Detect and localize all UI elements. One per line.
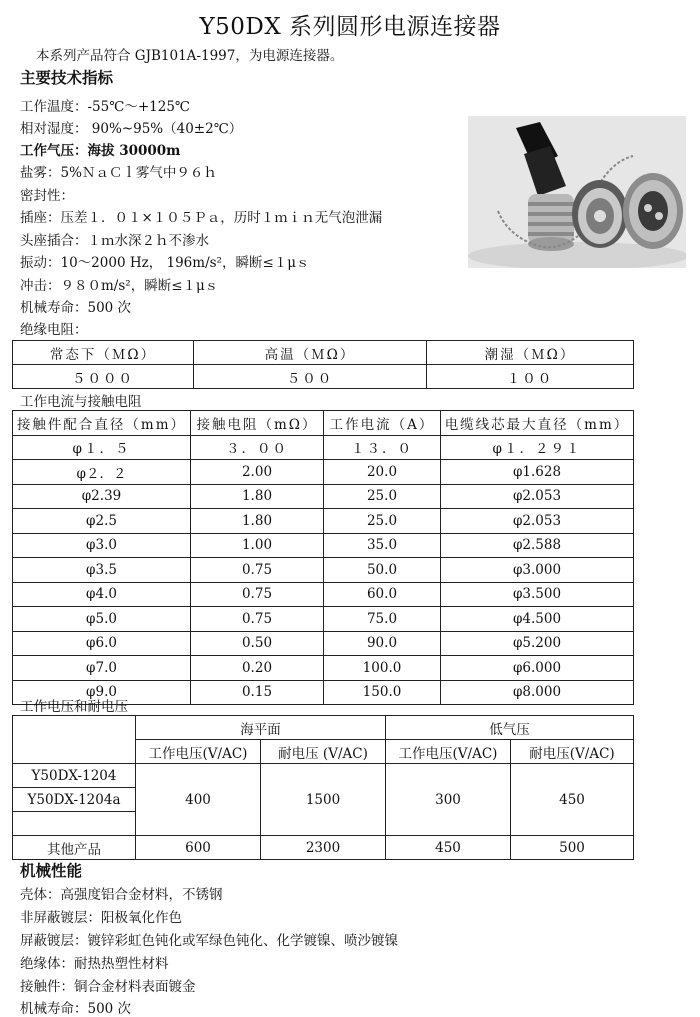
table-cell: 100.0 [324, 656, 441, 681]
table-cell: １００ [427, 365, 634, 389]
table-cell: φ5.200 [441, 631, 634, 656]
table-cell: 35.0 [324, 533, 441, 558]
table-row [13, 836, 634, 860]
spec-life: 机械寿命：500 次 [20, 300, 132, 316]
spec-salt-fog: 盐雾：5%ＮａＣｌ雾气中９６ｈ [20, 165, 217, 181]
table-cell: φ3.000 [441, 558, 634, 583]
table-cell: 60.0 [324, 582, 441, 607]
contact-table [12, 410, 634, 705]
table-cell: 1.00 [191, 533, 324, 558]
table-row [13, 582, 634, 607]
table-row [13, 435, 634, 460]
contact-caption: 工作电流与接触电阻 [20, 394, 142, 410]
table-row [13, 509, 634, 534]
table-cell: 25.0 [324, 484, 441, 509]
mech-life: 机械寿命：500 次 [20, 1001, 132, 1017]
mechanical-heading: 机械性能 [20, 862, 83, 880]
spec-pressure: 工作气压：海拔 30000m [20, 143, 181, 159]
table-cell: 1500 [261, 764, 386, 836]
table-row [13, 460, 634, 485]
table-cell: 500 [511, 836, 634, 860]
mech-contact: 接触件：铜合金材料表面镀金 [20, 979, 196, 995]
table-cell [13, 812, 136, 836]
table-cell: 600 [136, 836, 261, 860]
table-cell: ３．００ [191, 435, 324, 460]
table-cell: 450 [511, 764, 634, 836]
intro-text: 本系列产品符合 GJB101A-1997，为电源连接器。 [36, 48, 344, 64]
table-row [13, 484, 634, 509]
spec-shock: 冲击：９８０m/s²，瞬断≤１μｓ [20, 278, 219, 294]
table-cell: ５００ [194, 365, 427, 389]
table-header-cell [13, 716, 136, 764]
connector-photo [468, 116, 686, 268]
table-cell: φ２．２ [13, 460, 191, 485]
table-cell: 90.0 [324, 631, 441, 656]
table-header-cell: 潮湿（ＭΩ） [427, 341, 634, 365]
table-cell: Y50DX-1204a [13, 788, 136, 812]
table-cell: φ2.588 [441, 533, 634, 558]
table-cell: φ2.053 [441, 509, 634, 534]
table-cell: 0.15 [191, 680, 324, 705]
table-cell: 150.0 [324, 680, 441, 705]
table-header-cell: 电缆线芯最大直径（mm） [441, 411, 634, 436]
table-header-cell: 耐电压(V/AC) [511, 740, 634, 764]
voltage-caption: 工作电压和耐电压 [20, 699, 128, 715]
voltage-table [12, 715, 634, 860]
table-row [13, 558, 634, 583]
spec-vibration: 振动：10～2000 Hz， 196m/s²，瞬断≤１μｓ [20, 255, 310, 271]
table-header-cell: 常态下（ＭΩ） [13, 341, 194, 365]
table-cell: 2300 [261, 836, 386, 860]
table-cell: φ6.000 [441, 656, 634, 681]
table-cell: Y50DX-1204 [13, 764, 136, 788]
mech-shielded-plating: 屏蔽镀层：镀锌彩虹色钝化或军绿色钝化、化学镀镍、喷沙镀镍 [20, 933, 398, 949]
table-cell: φ9.0 [13, 680, 191, 705]
table-cell: φ１．２９１ [441, 435, 634, 460]
table-header-cell: 接触电阻（mΩ） [191, 411, 324, 436]
table-cell: 0.75 [191, 607, 324, 632]
table-cell: 1.80 [191, 509, 324, 534]
table-row [13, 631, 634, 656]
table-row [13, 365, 634, 389]
insulation-label: 绝缘电阻： [20, 322, 88, 338]
mech-unshielded-plating: 非屏蔽镀层：阳极氧化作色 [20, 910, 182, 926]
table-cell: φ7.0 [13, 656, 191, 681]
table-cell: 1.80 [191, 484, 324, 509]
table-cell: 300 [386, 764, 511, 836]
mech-insulator: 绝缘体：耐热热塑性材料 [20, 956, 169, 972]
table-cell: １３．０ [324, 435, 441, 460]
table-cell: 0.50 [191, 631, 324, 656]
table-cell: φ4.500 [441, 607, 634, 632]
spec-humidity: 相对湿度： 90%~95%（40±2℃） [20, 121, 243, 137]
table-cell: φ5.0 [13, 607, 191, 632]
contact-table-body [13, 435, 634, 705]
table-cell: 50.0 [324, 558, 441, 583]
table-cell: φ4.0 [13, 582, 191, 607]
table-cell: φ3.0 [13, 533, 191, 558]
table-cell: 2.00 [191, 460, 324, 485]
table-header-cell: 工作电流（A） [324, 411, 441, 436]
table-header-cell: 海平面 [136, 716, 386, 740]
spec-temperature: 工作温度：-55℃～+125℃ [20, 99, 191, 115]
table-cell: 450 [386, 836, 511, 860]
table-header-cell: 低气压 [386, 716, 634, 740]
table-header-cell: 工作电压(V/AC) [136, 740, 261, 764]
insulation-table [12, 340, 634, 389]
table-cell: φ2.053 [441, 484, 634, 509]
table-cell: 0.20 [191, 656, 324, 681]
table-cell: 0.75 [191, 582, 324, 607]
table-cell: φ2.39 [13, 484, 191, 509]
table-cell: 25.0 [324, 509, 441, 534]
table-header-cell: 工作电压(V/AC) [386, 740, 511, 764]
flange-connector [623, 173, 683, 249]
table-cell: φ3.500 [441, 582, 634, 607]
table-cell: φ6.0 [13, 631, 191, 656]
page-title: Y50DX 系列圆形电源连接器 [199, 14, 501, 40]
table-cell: 400 [136, 764, 261, 836]
table-header-cell: 耐电压 (V/AC) [261, 740, 386, 764]
specs-heading: 主要技术指标 [20, 69, 114, 87]
table-row [13, 411, 634, 436]
table-row [13, 656, 634, 681]
spec-header: 头座插合：１ｍ水深２ｈ不渗水 [20, 233, 209, 249]
table-header-cell: 高温（ＭΩ） [194, 341, 427, 365]
table-cell: φ１．５ [13, 435, 191, 460]
mech-shell: 壳体：高强度铝合金材料，不锈钢 [20, 887, 223, 903]
spec-socket: 插座：压差１．０１×１０５Ｐａ，历时１ｍｉｎ无气泡泄漏 [20, 210, 383, 226]
table-cell: φ8.000 [441, 680, 634, 705]
table-cell: 20.0 [324, 460, 441, 485]
table-cell: 其他产品 [13, 836, 136, 860]
table-cell: φ1.628 [441, 460, 634, 485]
receptacle-connector [572, 180, 628, 248]
table-cell: φ3.5 [13, 558, 191, 583]
table-cell: 75.0 [324, 607, 441, 632]
table-cell: φ2.5 [13, 509, 191, 534]
table-row [13, 341, 634, 365]
table-header-cell: 接触件配合直径（mm） [13, 411, 191, 436]
table-row [13, 764, 634, 788]
table-cell: ５０００ [13, 365, 194, 389]
table-cell: 0.75 [191, 558, 324, 583]
connector-illustration [468, 116, 686, 268]
table-row [13, 533, 634, 558]
table-row [13, 607, 634, 632]
table-row [13, 716, 634, 740]
spec-sealing: 密封性： [20, 188, 74, 204]
